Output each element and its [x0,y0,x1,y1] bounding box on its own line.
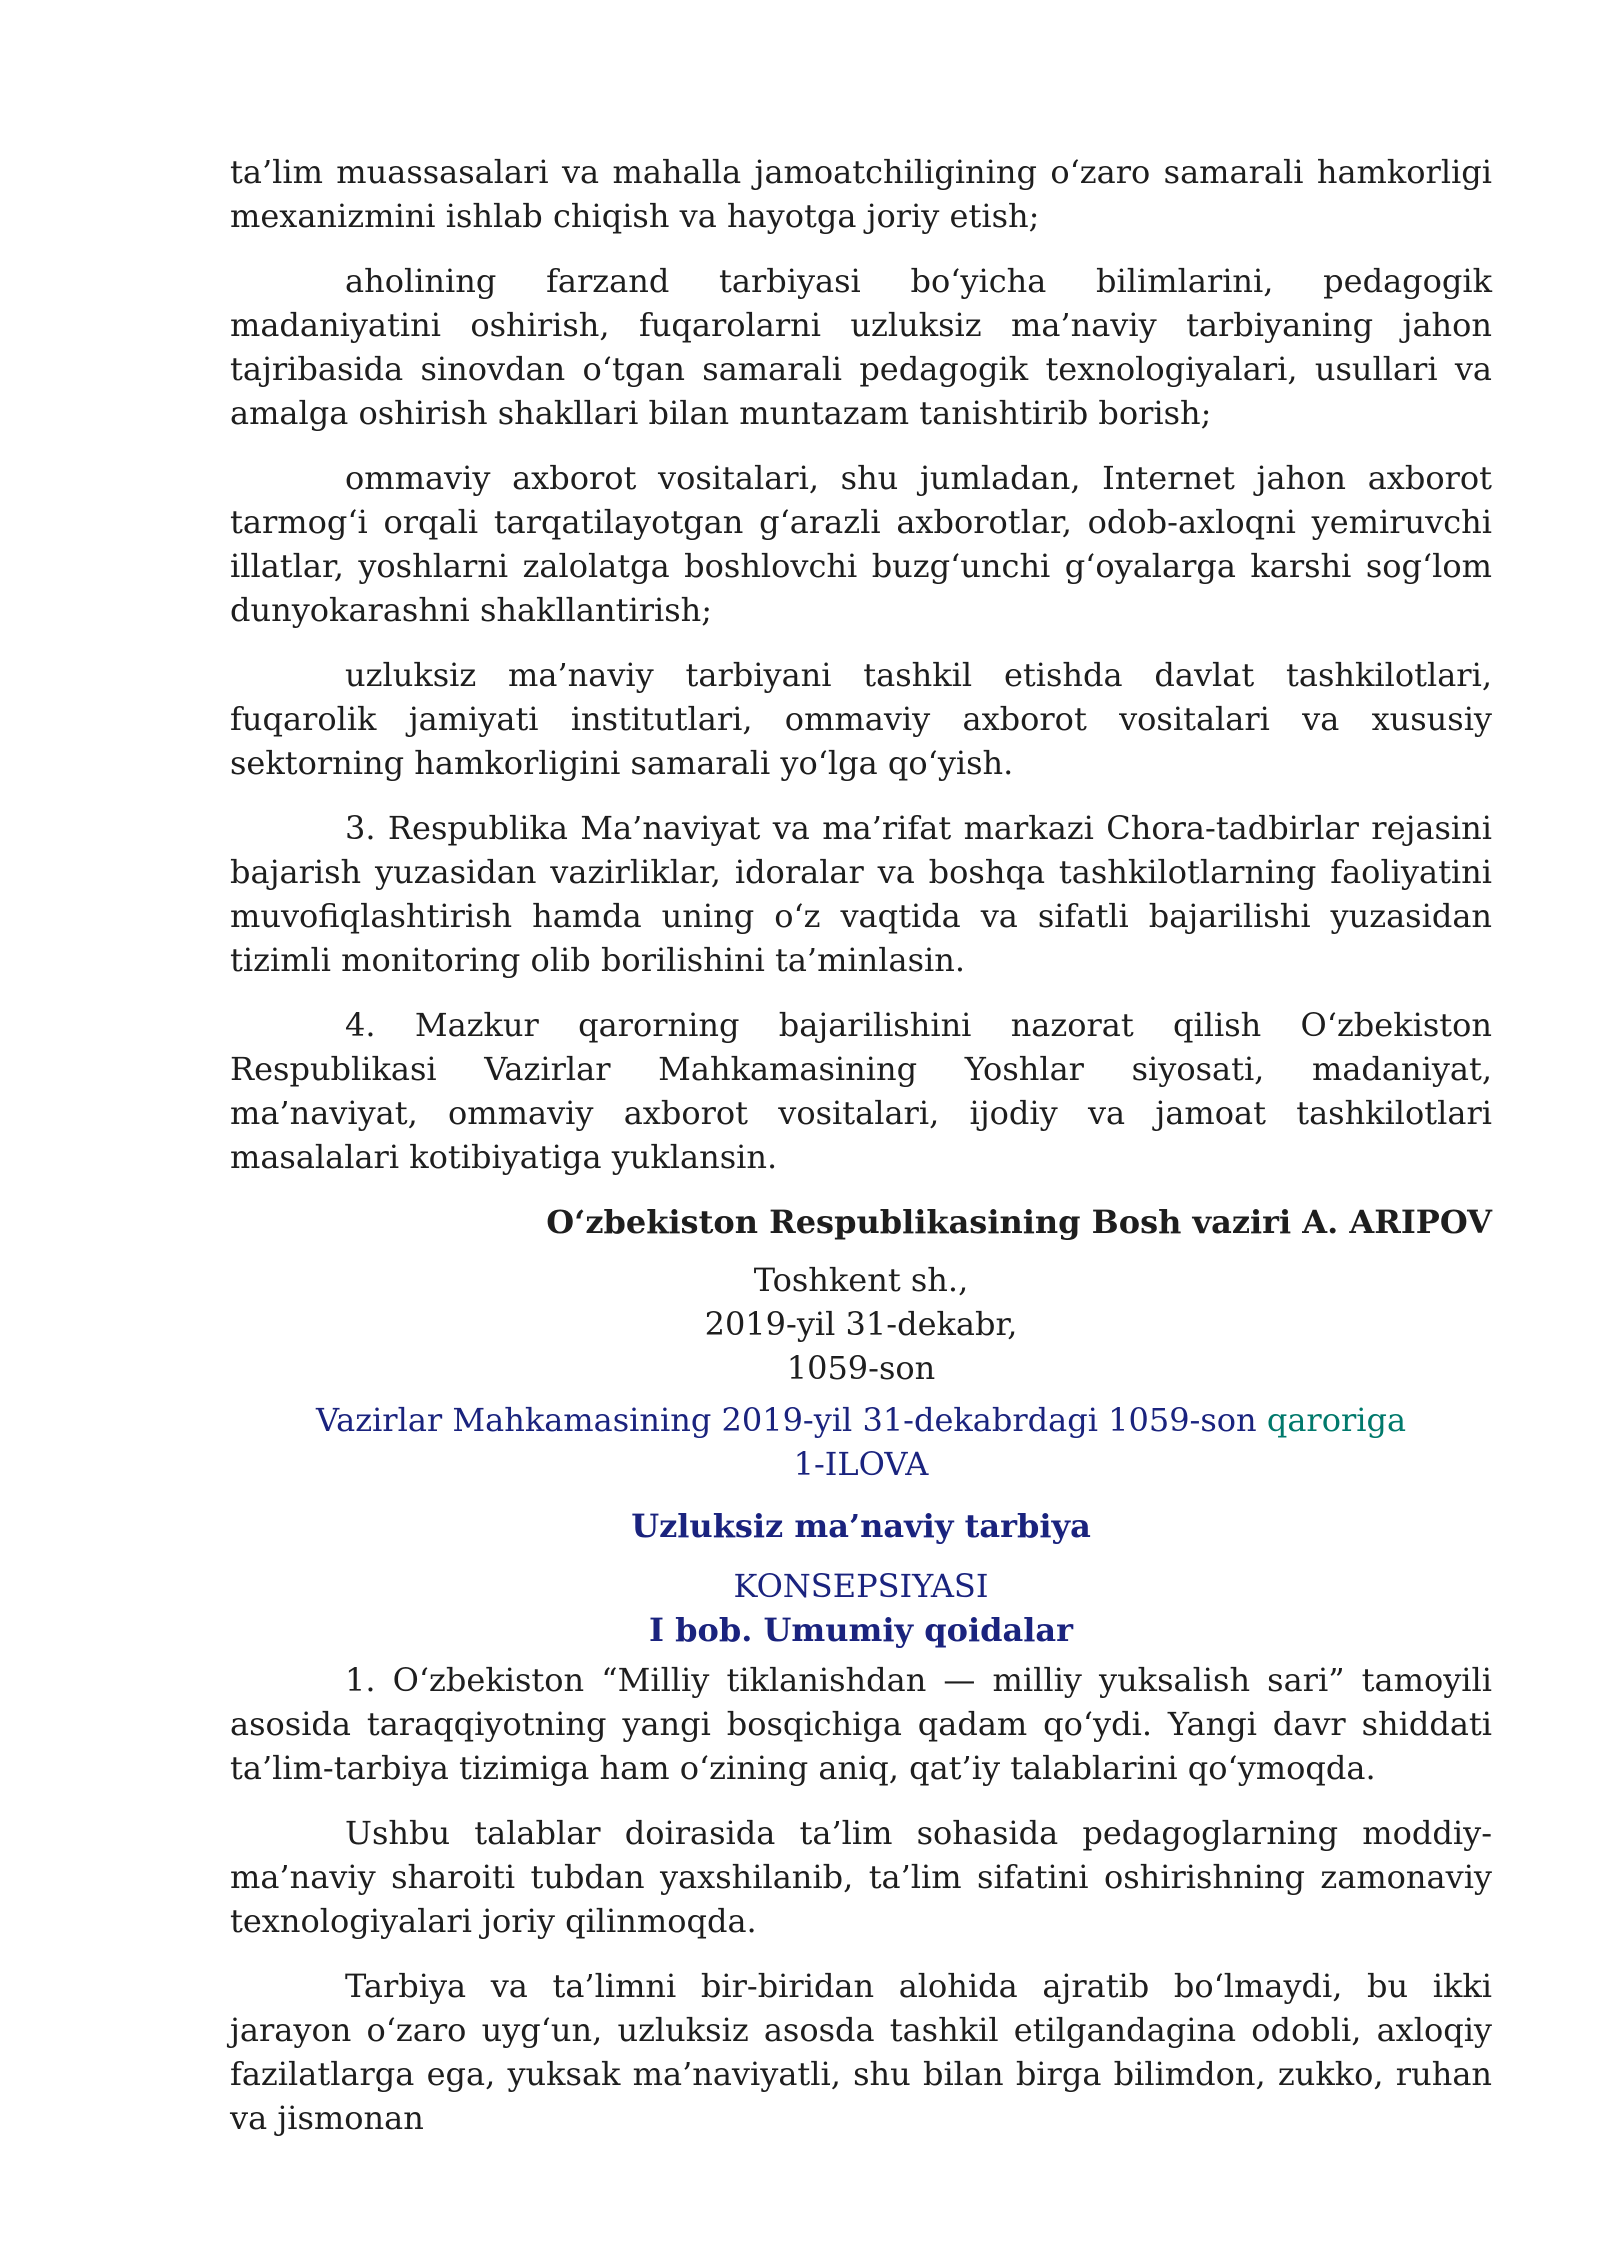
document-number: 1059-son [786,1349,936,1387]
annex-label: 1-ILOVA [793,1445,929,1483]
concept-subtitle: KONSEPSIYASI [733,1567,989,1605]
document-page [230,150,1492,2161]
chapter-heading: I bob. Umumiy qoidalar [649,1611,1073,1649]
annex-reference-text: Vazirlar Mahkamasining 2019-yil 31-dekabrdagi 1059-son [315,1401,1257,1439]
document-date: 2019-yil 31-dekabr, [704,1305,1018,1343]
concept-title: Uzluksiz ma’naviy tarbiya [631,1507,1091,1545]
paragraph-item-3: 3. Respublika Ma’naviyat va ma’rifat markazi Chora-tadbirlar rejasini bajarish yuzasidan vazirliklar, idoralar va boshqa tashkilotlarning faoliyatini muvofiqlashtirish hamda uning o‘z vaqtida va sifatli bajarilishi yuzasidan tizimli monitoring olib borilishini ta’minlasin. [230,809,1492,979]
annex-header [230,1398,1492,1486]
place-date-block [230,1258,1492,1390]
paragraph-concept-3: Tarbiya va ta’limni bir-biridan alohida ajratib bo‘lmaydi, bu ikki jarayon o‘zaro uyg‘un, uzluksiz asosda tashkil etilgandagina odobli, axloqiy fazilatlarga ega, yuksak ma’naviyatli, shu bilan birga bilimdon, zukko, ruhan va jismonan [230,1967,1492,2137]
place-city: Toshkent sh., [753,1261,969,1299]
signature-line: O‘zbekiston Respublikasining Bosh vaziri A. ARIPOV [546,1203,1492,1241]
paragraph-continuation: ta’lim muassasalari va mahalla jamoatchiligining o‘zaro samarali hamkorligi mexanizmini ishlab chiqish va hayotga joriy etish; [230,153,1492,235]
annex-reference-link[interactable]: qaroriga [1266,1401,1407,1439]
paragraph-concept-1: 1. O‘zbekiston “Milliy tiklanishdan — milliy yuksalish sari” tamoyili asosida taraqqiyotning yangi bosqichiga qadam qo‘ydi. Yangi davr shiddati ta’lim-tarbiya tizimiga ham o‘zining aniq, qat’iy talablarini qo‘ymoqda. [230,1661,1492,1787]
paragraph-parents-education: aholining farzand tarbiyasi bo‘yicha bilimlarini, pedagogik madaniyatini oshirish, fuqarolarni uzluksiz ma’naviy tarbiyaning jahon tajribasida sinovdan o‘tgan samarali pedagogik texnologiyalari, usullari va amalga oshirish shakllari bilan muntazam tanishtirib borish; [230,262,1492,432]
paragraph-concept-2: Ushbu talablar doirasida ta’lim sohasida pedagoglarning moddiy-ma’naviy sharoiti tubdan yaxshilanib, ta’lim sifatini oshirishning zamonaviy texnologiyalari joriy qilinmoqda. [230,1814,1492,1940]
annex-reference [230,1398,1492,1442]
paragraph-media-worldview: ommaviy axborot vositalari, shu jumladan, Internet jahon axborot tarmog‘i orqali tarqatilayotgan g‘arazli axborotlar, odob-axloqni yemiruvchi illatlar, yoshlarni zalolatga boshlovchi buzg‘unchi g‘oyalarga karshi sog‘lom dunyokarashni shakllantirish; [230,459,1492,629]
paragraph-cooperation: uzluksiz ma’naviy tarbiyani tashkil etishda davlat tashkilotlari, fuqarolik jamiyati institutlari, ommaviy axborot vositalari va xususiy sektorning hamkorligini samarali yo‘lga qo‘yish. [230,656,1492,782]
paragraph-item-4: 4. Mazkur qarorning bajarilishini nazorat qilish O‘zbekiston Respublikasi Vazirlar Mahkamasining Yoshlar siyosati, madaniyat, ma’naviyat, ommaviy axborot vositalari, ijodiy va jamoat tashkilotlari masalalari kotibiyatiga yuklansin. [230,1006,1492,1176]
